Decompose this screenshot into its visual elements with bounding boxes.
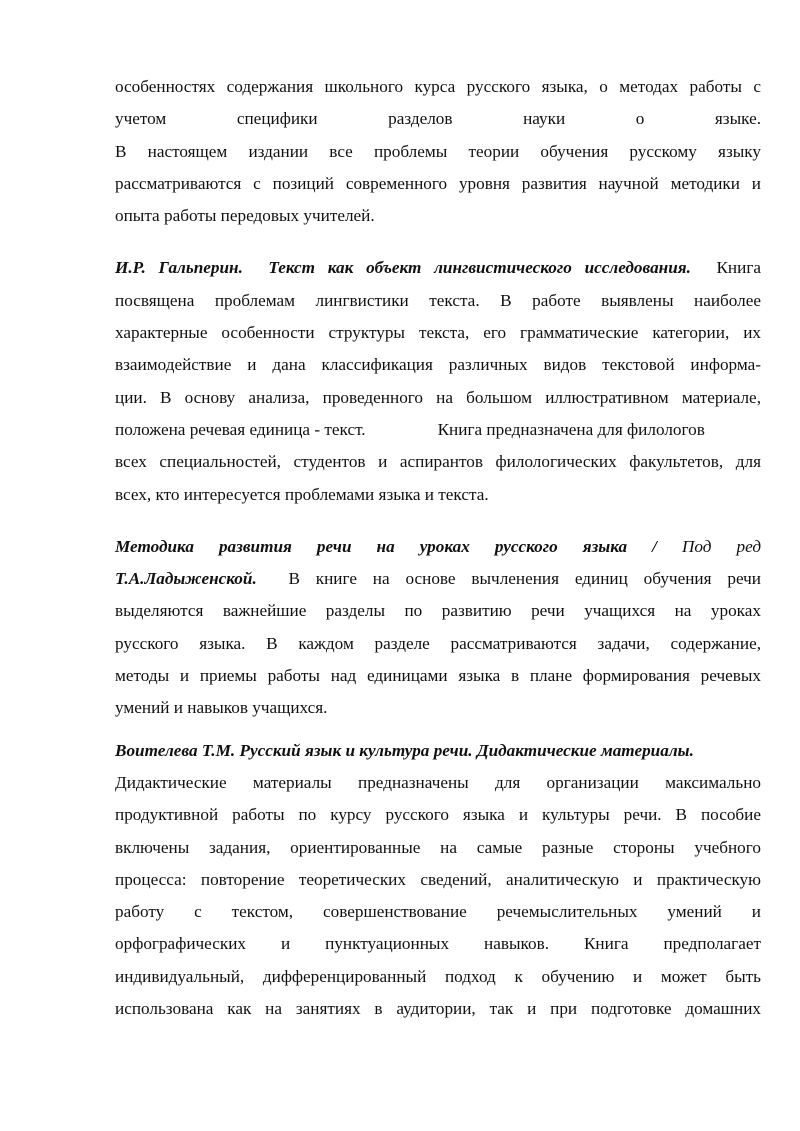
entry-heading-line <box>115 252 761 284</box>
text-line: Дидактические материалы предназначены для организации максимально <box>115 772 761 792</box>
paragraph-metodika <box>115 531 761 725</box>
text-fragment: Книга предназначена для филологов <box>437 419 705 439</box>
text-line: В настоящем издании все проблемы теории обучения русскому языку <box>115 141 761 161</box>
text-line: ции. В основу анализа, проведенного на большом иллюстративном материале, <box>115 387 761 407</box>
author-name: И.Р. Гальперин. <box>115 258 243 278</box>
text-line: использована как на занятиях в аудитории, так и при подготовке домашних <box>115 999 761 1019</box>
text-line: посвящена проблемам лингвистики текста. В работе выявлены наиболее <box>115 290 761 310</box>
text-line: орфографических и пунктуационных навыков. Книга предполагает <box>115 934 761 954</box>
text-line: всех специальностей, студентов и аспирантов филологических факультетов, для <box>115 452 761 472</box>
text-line: опыта работы передовых учителей. <box>115 206 375 226</box>
book-title: Текст как объект лингвистического исследования. <box>268 258 691 278</box>
text-fragment: положена речевая единица - текст. <box>115 419 366 439</box>
text-line <box>115 414 761 446</box>
text-line <box>115 563 761 595</box>
text-line: умений и навыков учащихся. <box>115 698 328 718</box>
slash: / <box>652 536 657 556</box>
text-line: всех, кто интересуется проблемами языка и текста. <box>115 484 489 504</box>
book-title: Методика развития речи на уроках русского языка <box>115 536 628 556</box>
text-line: особенностях содержания школьного курса русского языка, о методах работы с <box>115 77 761 96</box>
text-line: характерные особенности структуры текста, его грамматические категории, их <box>115 323 761 343</box>
text-line: методы и приемы работы над единицами языка в плане формирования речевых <box>115 666 761 686</box>
text-line: работу с текстом, совершенствование речемыслительных умений и <box>115 902 761 922</box>
paragraph-gap <box>115 232 761 252</box>
text-fragment: Книга <box>716 258 761 278</box>
text-line: учетом специфики разделов науки о языке. <box>115 109 761 129</box>
entry-heading-line: Воителева Т.М. Русский язык и культура речи. Дидактические материалы. <box>115 740 694 760</box>
paragraph-galperin <box>115 252 761 510</box>
document-page <box>115 71 761 1025</box>
text-line: выделяются важнейшие разделы по развитию речи учащихся на уроках <box>115 601 761 621</box>
text-line: процесса: повторение теоретических сведений, аналитическую и практическую <box>115 869 761 889</box>
paragraph-gap <box>115 725 761 735</box>
entry-heading-line <box>115 531 761 563</box>
text-line: русского языка. В каждом разделе рассматриваются задачи, содержание, <box>115 633 761 653</box>
editor-label: Под ред <box>682 536 762 556</box>
editor-name: Т.А.Ладыженской. <box>115 569 257 589</box>
paragraph-voiteleva <box>115 735 761 1026</box>
text-line: взаимодействие и дана классификация различных видов текстовой информа- <box>115 355 761 375</box>
text-line: продуктивной работы по курсу русского языка и культуры речи. В пособие <box>115 805 761 825</box>
text-fragment: В книге на основе вычленения единиц обучения речи <box>288 569 761 589</box>
text-line: индивидуальный, дифференцированный подход к обучению и может быть <box>115 966 761 986</box>
paragraph-1 <box>115 71 761 232</box>
text-line: рассматриваются с позиций современного уровня развития научной методики и <box>115 173 761 193</box>
text-line: включены задания, ориентированные на самые разные стороны учебного <box>115 837 761 857</box>
paragraph-gap <box>115 511 761 531</box>
